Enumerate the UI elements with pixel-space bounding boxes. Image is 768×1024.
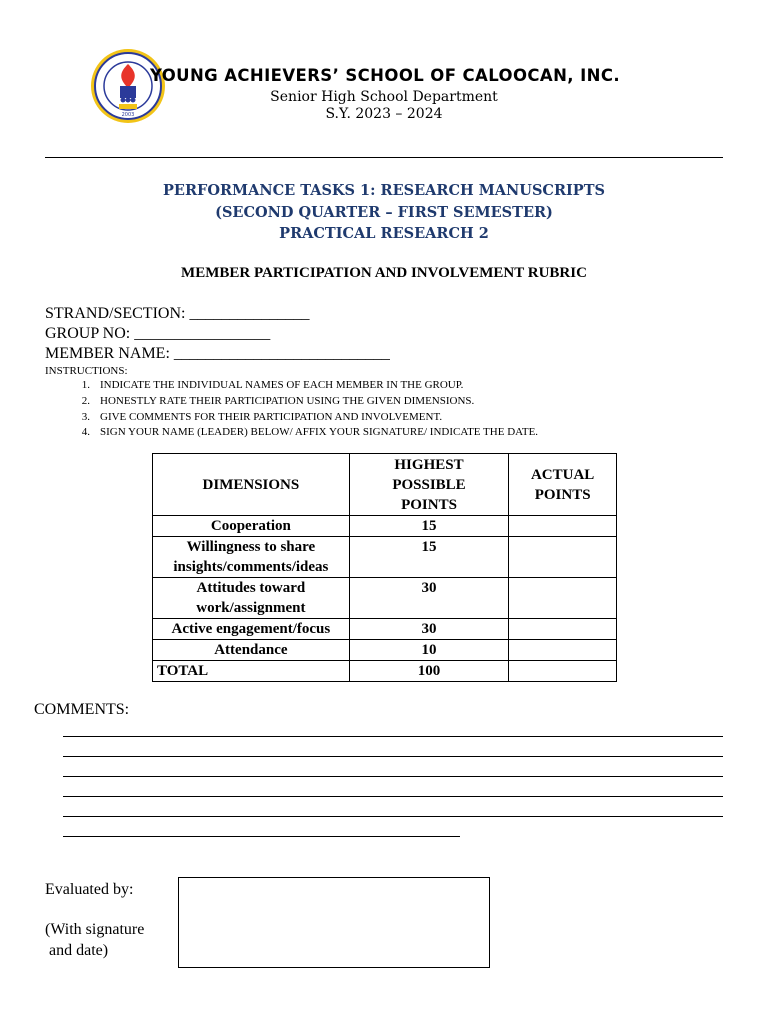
instructions-list (45, 378, 538, 441)
signature-note-line-2: and date) (45, 942, 109, 959)
total-label: TOTAL (153, 661, 350, 682)
points-cell: 10 (349, 640, 508, 661)
school-name: YOUNG ACHIEVERS’ SCHOOL OF CALOOCAN, INC. (149, 66, 621, 85)
total-points: 100 (349, 661, 508, 682)
comment-line[interactable] (63, 756, 723, 757)
table-row (153, 537, 617, 578)
dimension-cell: Attendance (153, 640, 350, 661)
rubric-title: MEMBER PARTICIPATION AND INVOLVEMENT RUBRIC (181, 265, 587, 281)
dimension-cell: Attitudes toward work/assignment (153, 578, 350, 619)
table-total-row (153, 661, 617, 682)
actual-points-input[interactable] (509, 640, 617, 661)
table-header-row (153, 454, 617, 516)
actual-points-input[interactable] (509, 516, 617, 537)
points-cell: 30 (349, 578, 508, 619)
evaluator-signature-box[interactable] (178, 877, 490, 968)
table-row (153, 578, 617, 619)
comment-line[interactable] (63, 836, 460, 837)
instruction-item: 1. INDICATE THE INDIVIDUAL NAMES OF EACH MEMBER IN THE GROUP. (81, 379, 464, 391)
actual-points-input[interactable] (509, 619, 617, 640)
actual-points-input[interactable] (509, 578, 617, 619)
dimension-cell: Cooperation (153, 516, 350, 537)
points-cell: 30 (349, 619, 508, 640)
instruction-item: 3. GIVE COMMENTS FOR THEIR PARTICIPATION AND INVOLVEMENT. (81, 410, 443, 423)
department: Senior High School Department (270, 89, 498, 105)
header-dimensions: DIMENSIONS (153, 454, 350, 516)
seal-year: 2003 (121, 112, 135, 118)
comment-line[interactable] (63, 776, 723, 777)
rubric-table (152, 453, 617, 682)
comment-line[interactable] (63, 816, 723, 817)
school-seal-logo (90, 48, 166, 124)
instruction-item: 2. HONESTLY RATE THEIR PARTICIPATION USING THE GIVEN DIMENSIONS. (81, 394, 475, 407)
dimension-cell: Active engagement/focus (153, 619, 350, 640)
header-divider (45, 157, 723, 158)
points-cell: 15 (349, 516, 508, 537)
table-row (153, 640, 617, 661)
title-line-1: PERFORMANCE TASKS 1: RESEARCH MANUSCRIPTS (163, 182, 605, 199)
comments-label: COMMENTS: (34, 701, 130, 718)
table-row (153, 516, 617, 537)
table-row (153, 619, 617, 640)
instruction-item: 4. SIGN YOUR NAME (LEADER) BELOW/ AFFIX YOUR SIGNATURE/ INDICATE THE DATE. (81, 426, 539, 439)
header-highest-points: HIGHEST POSSIBLE POINTS (349, 454, 508, 516)
dimension-cell: Willingness to share insights/comments/ideas (153, 537, 350, 578)
group-number-field[interactable]: GROUP NO: _________________ (45, 325, 271, 342)
member-name-field[interactable]: MEMBER NAME: ___________________________ (45, 345, 390, 362)
signature-note-line-1: (With signature (45, 921, 145, 938)
comment-line[interactable] (63, 796, 723, 797)
strand-section-field[interactable]: STRAND/SECTION: _______________ (45, 305, 310, 322)
total-actual-input[interactable] (509, 661, 617, 682)
instructions-heading: INSTRUCTIONS: (45, 365, 128, 377)
header-actual-points: ACTUAL POINTS (509, 454, 617, 516)
title-line-3: PRACTICAL RESEARCH 2 (279, 225, 489, 242)
evaluated-by-label: Evaluated by: (45, 881, 134, 898)
comment-line[interactable] (63, 736, 723, 737)
actual-points-input[interactable] (509, 537, 617, 578)
title-line-2: (SECOND QUARTER – FIRST SEMESTER) (215, 204, 553, 221)
points-cell: 15 (349, 537, 508, 578)
school-year: S.Y. 2023 – 2024 (325, 106, 443, 122)
